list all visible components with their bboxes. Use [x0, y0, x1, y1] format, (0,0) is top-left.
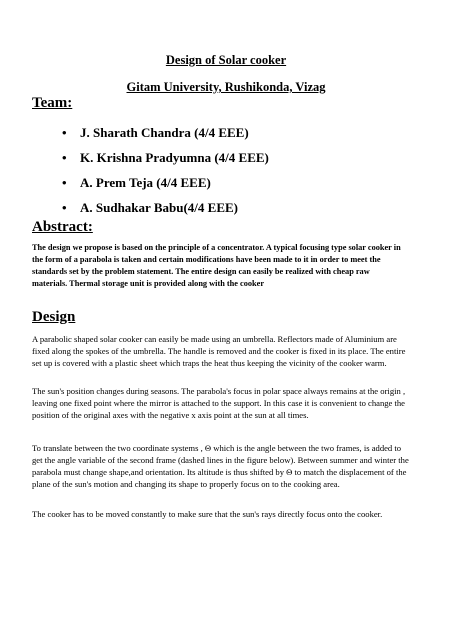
abstract-heading: Abstract: — [32, 219, 93, 235]
team-member: • K. Krishna Pradyumna (4/4 EEE) — [62, 145, 269, 170]
team-member: • J. Sharath Chandra (4/4 EEE) — [62, 120, 269, 145]
team-member: • A. Prem Teja (4/4 EEE) — [62, 170, 269, 195]
design-paragraph: To translate between the two coordinate systems , Θ which is the angle between the two frames, is added to get the angle variable of the second frame (dashed lines in the figure below). Between summer and winter the parabola must change shape,and orientation. Its altitude is thus shifted by Θ to match the displacement of the plane of the sun's motion and changing its shape to properly focus on to the cooking area. — [32, 443, 409, 489]
design-paragraph: The cooker has to be moved constantly to make sure that the sun's rays directly focus onto the cooker. — [32, 509, 383, 519]
institution-line: Gitam University, Rushikonda, Vizag — [126, 80, 326, 94]
design-paragraph: A parabolic shaped solar cooker can easily be made using an umbrella. Reflectors made of Aluminium are fixed along the spokes of the umbrella. The handle is removed and the cooker is fixed in its place. The entire set up is covered with a plastic sheet which traps the heat thus keeping the vicinity of the cooker warm. — [32, 334, 406, 368]
design-heading: Design — [32, 309, 76, 325]
team-list — [62, 120, 269, 220]
team-member: • A. Sudhakar Babu(4/4 EEE) — [62, 195, 269, 220]
abstract-text: The design we propose is based on the principle of a concentrator. A typical focusing type solar cooker in the form of a parabola is taken and certain modifications have been made to it in order to meet the standards set by the problem statement. The entire design can easily be realized with cheap raw materials. Thermal storage unit is provided along with the cooker — [32, 243, 401, 288]
team-heading: Team: — [32, 95, 73, 111]
document-title: Design of Solar cooker — [165, 53, 287, 67]
design-paragraph: The sun's position changes during seasons. The parabola's focus in polar space always remains at the origin , leaving one fixed point where the mirror is attached to the support. In this case it is convenient to change the position of the original axes with the negative x axis point at the sun at all times. — [32, 386, 406, 420]
